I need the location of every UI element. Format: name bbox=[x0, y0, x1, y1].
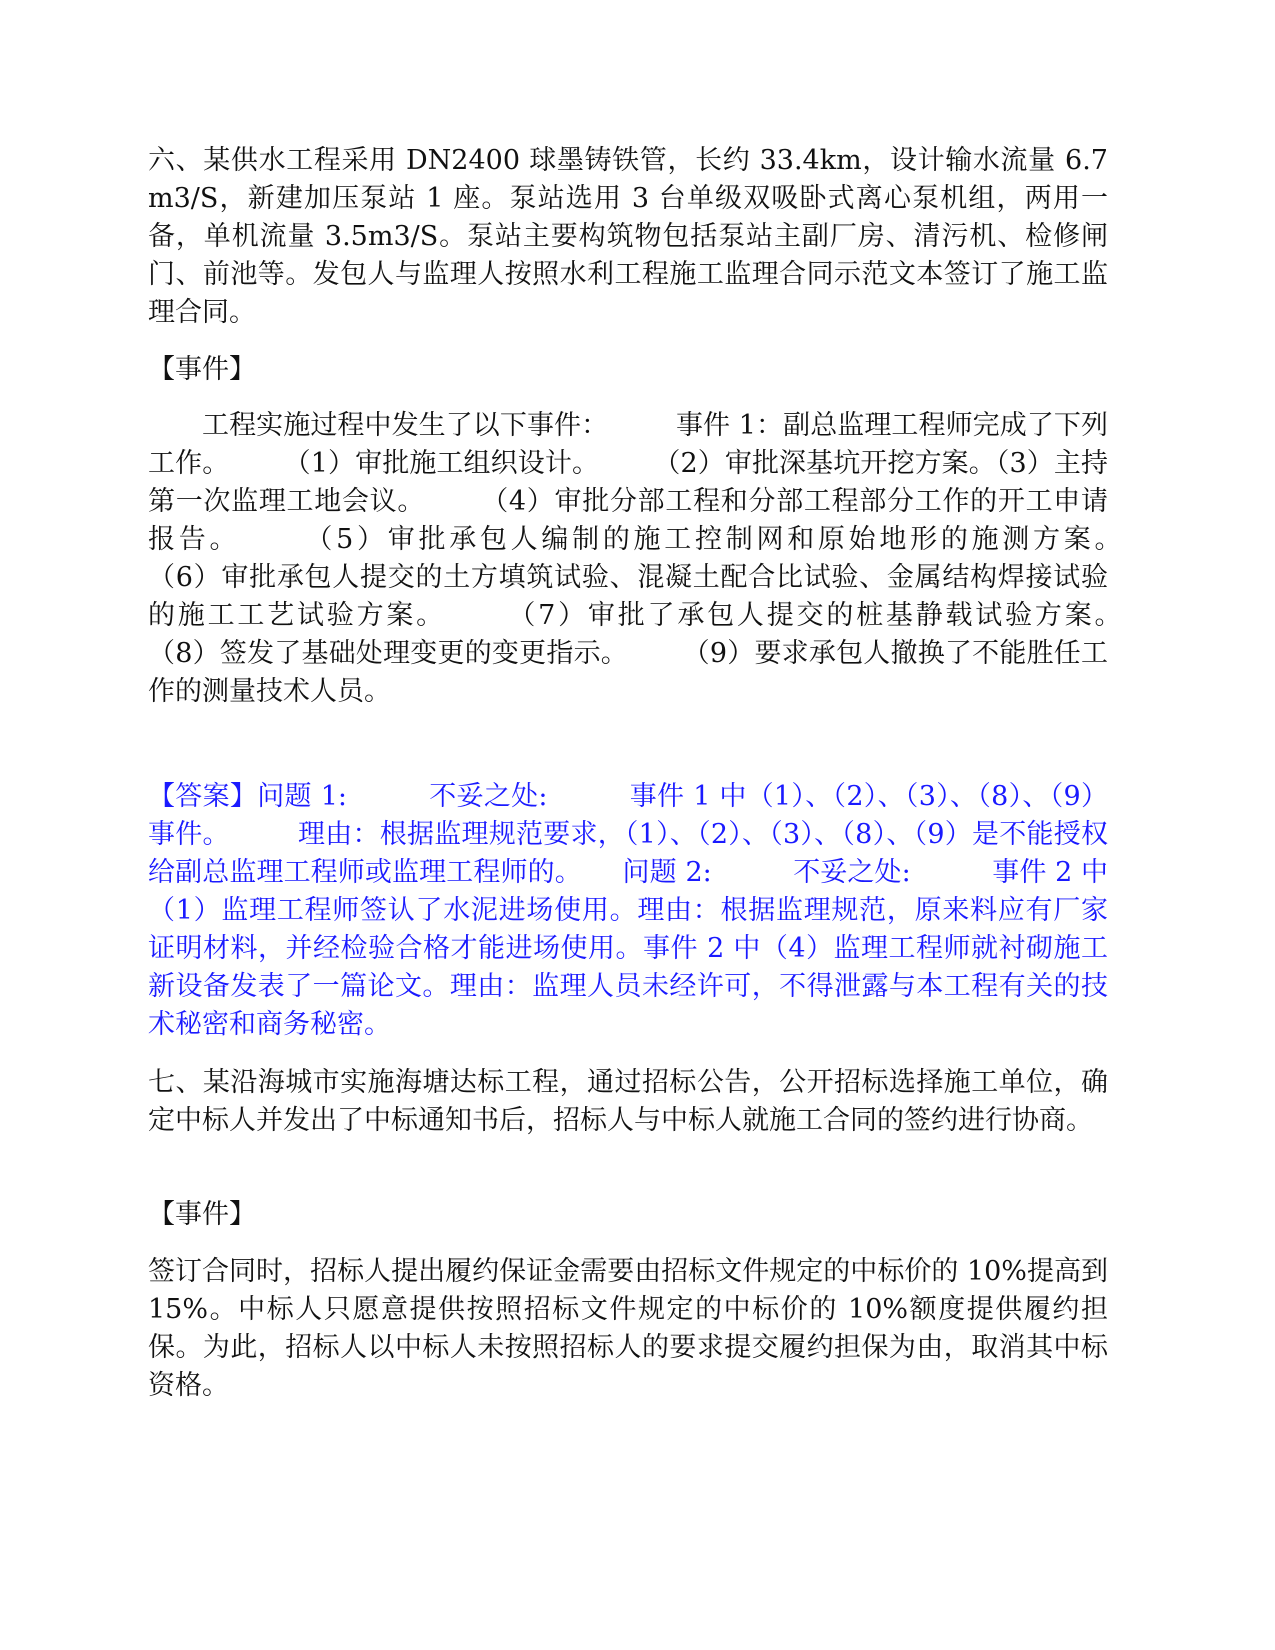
question-6-intro: 六、某供水工程采用 DN2400 球墨铸铁管，长约 33.4km，设计输水流量 6.7m3/S，新建加压泵站 1 座。泵站选用 3 台单级双吸卧式离心泵机组，两用一备，单机流量 3.5m3/S。泵站主要构筑物包括泵站主副厂房、清污机、检修闸门、前池等。发包人与监理人按照水利工程施工监理合同示范文本签订了施工监理合同。 bbox=[148, 145, 1108, 328]
question-7-event-body: 签订合同时，招标人提出履约保证金需要由招标文件规定的中标价的 10%提高到 15%。中标人只愿意提供按照招标文件规定的中标价的 10%额度提供履约担保。为此，招标人以中标人未按照招标人的要求提交履约担保为由，取消其中标资格。 bbox=[148, 1256, 1108, 1401]
question-6-event-heading: 【事件】 bbox=[148, 354, 256, 385]
question-6-event-body: 工程实施过程中发生了以下事件： 事件 1：副总监理工程师完成了下列工作。 （1）审批施工组织设计。 （2）审批深基坑开挖方案。（3）主持第一次监理工地会议。 （4）审批分部工程和分部工程部分工作的开工申请报告。 （5）审批承包人编制的施工控制网和原始地形的施测方案。 （6）审批承包人提交的土方填筑试验、混凝土配合比试验、金属结构焊接试验的施工工艺试验方案。 （7）审批了承包人提交的桩基静载试验方案。 （8）签发了基础处理变更的变更指示。 （9）要求承包人撤换了不能胜任工作的测量技术人员。 bbox=[148, 410, 1189, 707]
question-7-event-heading: 【事件】 bbox=[148, 1199, 256, 1230]
question-7-intro: 七、某沿海城市实施海塘达标工程，通过招标公告，公开招标选择施工单位，确定中标人并发出了中标通知书后，招标人与中标人就施工合同的签约进行协商。 bbox=[148, 1067, 1108, 1136]
question-6-answer: 【答案】问题 1: 不妥之处: 事件 1 中（1）、（2）、（3）、（8）、（9）事件。 理由：根据监理规范要求，（1）、（2）、（3）、（8）、（9）是不能授权给副总监理工程师或监理工程师的。 问题 2: 不妥之处: 事件 2 中（1）监理工程师签认了水泥进场使用。理由：根据监理规范，原来料应有厂家证明材料，并经检验合格才能进场使用。事件 2 中（4）监理工程师就衬砌施工新设备发表了一篇论文。理由：监理人员未经许可，不得泄露与本工程有关的技术秘密和商务秘密。 bbox=[148, 781, 1108, 1040]
